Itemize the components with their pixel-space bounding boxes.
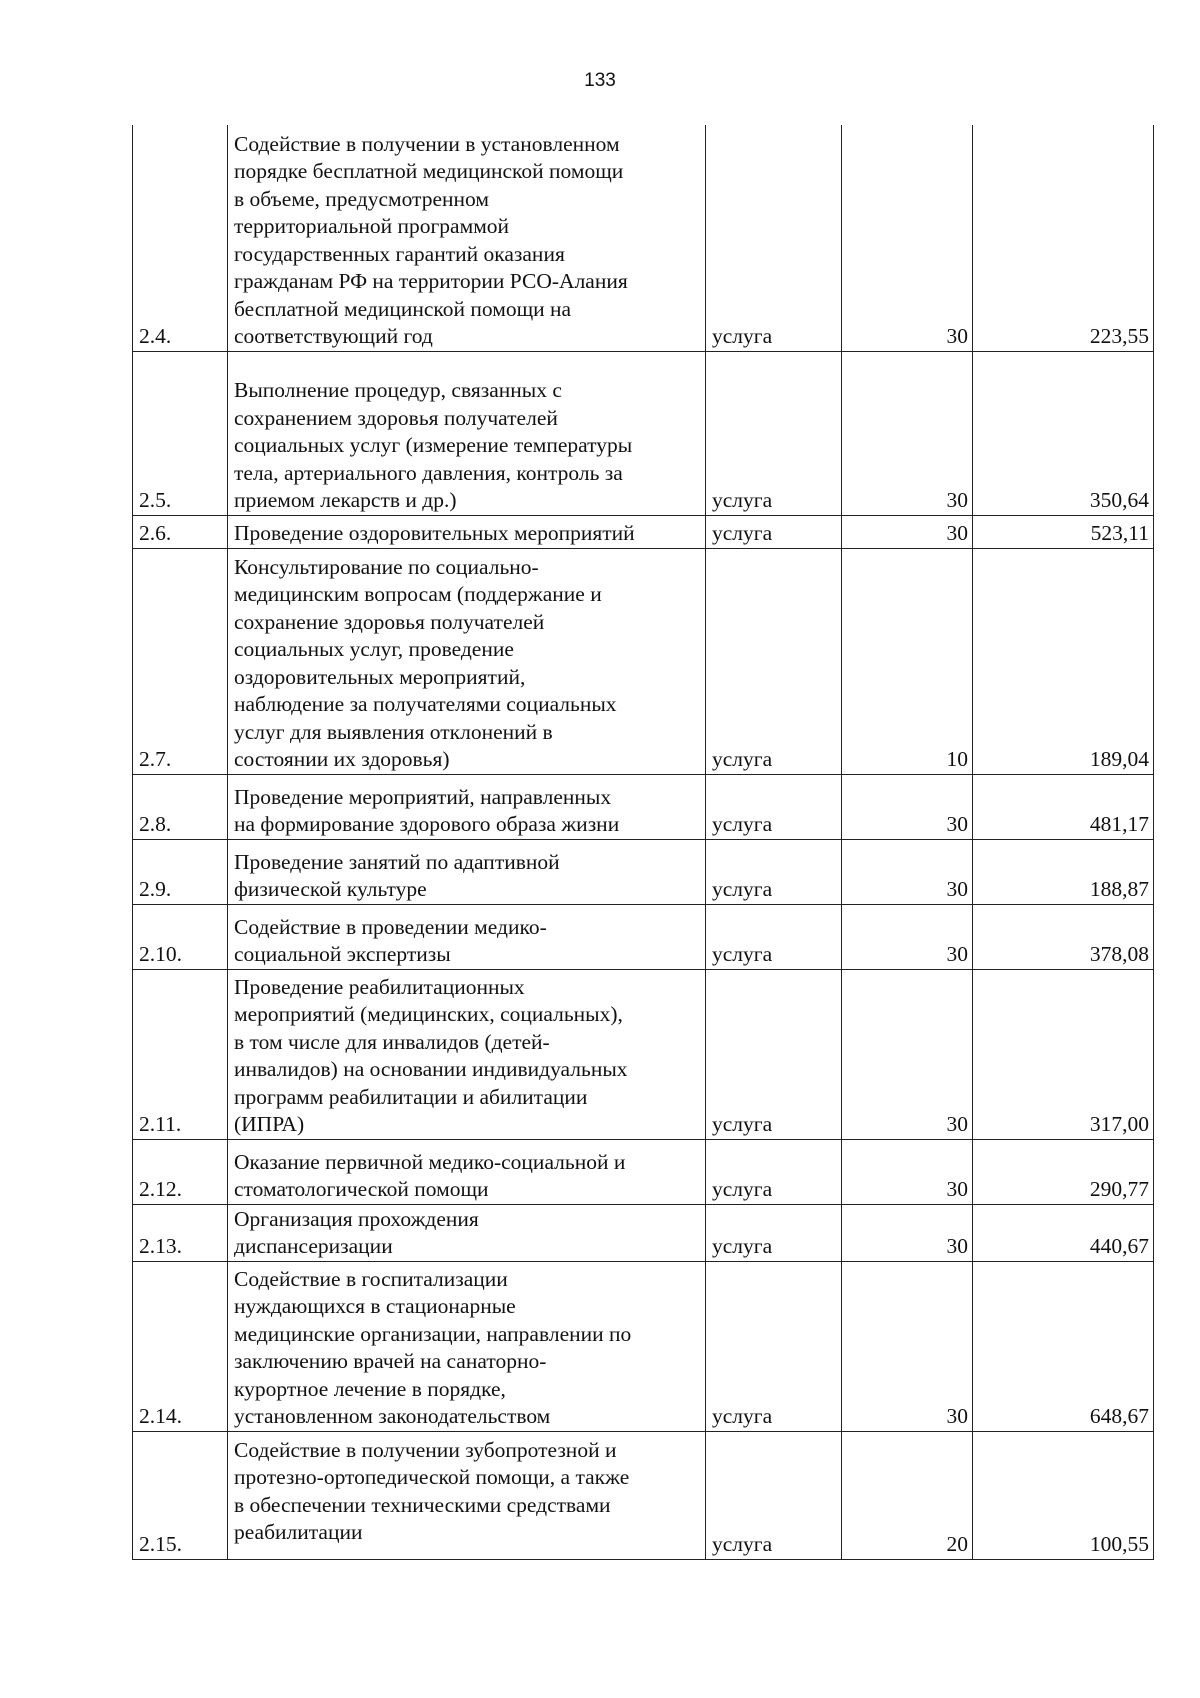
unit-of-measure: услуга bbox=[706, 774, 842, 839]
cost: 317,00 bbox=[973, 969, 1154, 1139]
quantity: 30 bbox=[842, 839, 973, 904]
service-name-text: Проведение оздоровительных мероприятий bbox=[234, 521, 635, 545]
service-name-text: Содействие в проведении медико- социальной экспертизы bbox=[234, 914, 547, 966]
table-row bbox=[133, 515, 1154, 548]
quantity: 30 bbox=[842, 904, 973, 969]
quantity: 30 bbox=[842, 1204, 973, 1261]
table-row bbox=[133, 774, 1154, 839]
unit-of-measure: услуга bbox=[706, 904, 842, 969]
service-name bbox=[228, 1204, 706, 1261]
services-table bbox=[132, 125, 1154, 1560]
table-row bbox=[133, 548, 1154, 774]
service-name-text: Организация прохождения диспансеризации bbox=[234, 1206, 479, 1258]
unit-of-measure: услуга bbox=[706, 515, 842, 548]
unit-of-measure: услуга bbox=[706, 1261, 842, 1431]
service-name-text: Проведение мероприятий, направленных на формирование здорового образа жизни bbox=[234, 784, 620, 836]
unit-of-measure: услуга bbox=[706, 1431, 842, 1559]
quantity: 30 bbox=[842, 351, 973, 515]
quantity: 30 bbox=[842, 515, 973, 548]
service-name-text: Проведение реабилитационных мероприятий (медицинских, социальных), в том числе для инвалидов (детей- инвалидов) на основании индивидуальных программ реабилитации и абилитации (ИПРА) bbox=[234, 974, 628, 1136]
unit-of-measure: услуга bbox=[706, 548, 842, 774]
table-row bbox=[133, 839, 1154, 904]
service-name bbox=[228, 351, 706, 515]
unit-of-measure: услуга bbox=[706, 1139, 842, 1204]
quantity: 30 bbox=[842, 774, 973, 839]
table-row bbox=[133, 1139, 1154, 1204]
cost: 378,08 bbox=[973, 904, 1154, 969]
table-row bbox=[133, 1204, 1154, 1261]
page-number: 133 bbox=[584, 70, 616, 91]
table-row bbox=[133, 125, 1154, 351]
service-name-text: Содействие в получении в установленном порядке бесплатной медицинской помощи в объеме, предусмотренном территориальной программой государственных гарантий оказания гражданам РФ на территории РСО-Алания бесплатной медицинской помощи на соответствующий год bbox=[234, 131, 628, 348]
cost: 440,67 bbox=[973, 1204, 1154, 1261]
cost: 648,67 bbox=[973, 1261, 1154, 1431]
service-name-text: Выполнение процедур, связанных с сохранением здоровья получателей социальных услуг (измерение температуры тела, артериального давления, контроль за приемом лекарств и др.) bbox=[234, 378, 633, 512]
table-row bbox=[133, 904, 1154, 969]
service-name bbox=[228, 1261, 706, 1431]
row-number: 2.11. bbox=[133, 969, 228, 1139]
cost: 290,77 bbox=[973, 1139, 1154, 1204]
service-name-text: Проведение занятий по адаптивной физической культуре bbox=[234, 849, 560, 901]
row-number: 2.10. bbox=[133, 904, 228, 969]
service-name bbox=[228, 969, 706, 1139]
cost: 481,17 bbox=[973, 774, 1154, 839]
cost: 523,11 bbox=[973, 515, 1154, 548]
quantity: 30 bbox=[842, 969, 973, 1139]
cost: 100,55 bbox=[973, 1431, 1154, 1559]
service-name bbox=[228, 515, 706, 548]
services-table-body bbox=[133, 125, 1154, 1559]
cost: 223,55 bbox=[973, 125, 1154, 351]
unit-of-measure: услуга bbox=[706, 125, 842, 351]
row-number: 2.8. bbox=[133, 774, 228, 839]
service-name bbox=[228, 125, 706, 351]
service-name bbox=[228, 1431, 706, 1559]
service-name-text: Содействие в госпитализации нуждающихся в стационарные медицинские организации, направлении по заключению врачей на санаторно- курортное лечение в порядке, установленном законодательством bbox=[234, 1266, 632, 1428]
quantity: 30 bbox=[842, 125, 973, 351]
service-name-text: Содействие в получении зубопротезной и протезно-ортопедической помощи, а также в обеспечении техническими средствами реабилитации bbox=[234, 1437, 630, 1544]
quantity: 30 bbox=[842, 1261, 973, 1431]
row-number: 2.13. bbox=[133, 1204, 228, 1261]
service-name bbox=[228, 774, 706, 839]
cost: 188,87 bbox=[973, 839, 1154, 904]
row-number: 2.5. bbox=[133, 351, 228, 515]
service-name bbox=[228, 1139, 706, 1204]
row-number: 2.6. bbox=[133, 515, 228, 548]
unit-of-measure: услуга bbox=[706, 351, 842, 515]
quantity: 30 bbox=[842, 1139, 973, 1204]
service-name bbox=[228, 839, 706, 904]
unit-of-measure: услуга bbox=[706, 969, 842, 1139]
cost: 189,04 bbox=[973, 548, 1154, 774]
service-name-text: Оказание первичной медико-социальной и стоматологической помощи bbox=[234, 1149, 626, 1201]
table-row bbox=[133, 969, 1154, 1139]
quantity: 10 bbox=[842, 548, 973, 774]
service-name bbox=[228, 548, 706, 774]
row-number: 2.4. bbox=[133, 125, 228, 351]
cost: 350,64 bbox=[973, 351, 1154, 515]
row-number: 2.7. bbox=[133, 548, 228, 774]
service-name bbox=[228, 904, 706, 969]
table-row bbox=[133, 351, 1154, 515]
table-row bbox=[133, 1261, 1154, 1431]
service-name-text: Консультирование по социально- медицинским вопросам (поддержание и сохранение здоровья получателей социальных услуг, проведение оздоровительных мероприятий, наблюдение за получателями социальных услуг для выявления отклонений в состоянии их здоровья) bbox=[234, 554, 617, 771]
row-number: 2.9. bbox=[133, 839, 228, 904]
unit-of-measure: услуга bbox=[706, 839, 842, 904]
table-row bbox=[133, 1431, 1154, 1559]
row-number: 2.14. bbox=[133, 1261, 228, 1431]
row-number: 2.12. bbox=[133, 1139, 228, 1204]
row-number: 2.15. bbox=[133, 1431, 228, 1559]
unit-of-measure: услуга bbox=[706, 1204, 842, 1261]
quantity: 20 bbox=[842, 1431, 973, 1559]
